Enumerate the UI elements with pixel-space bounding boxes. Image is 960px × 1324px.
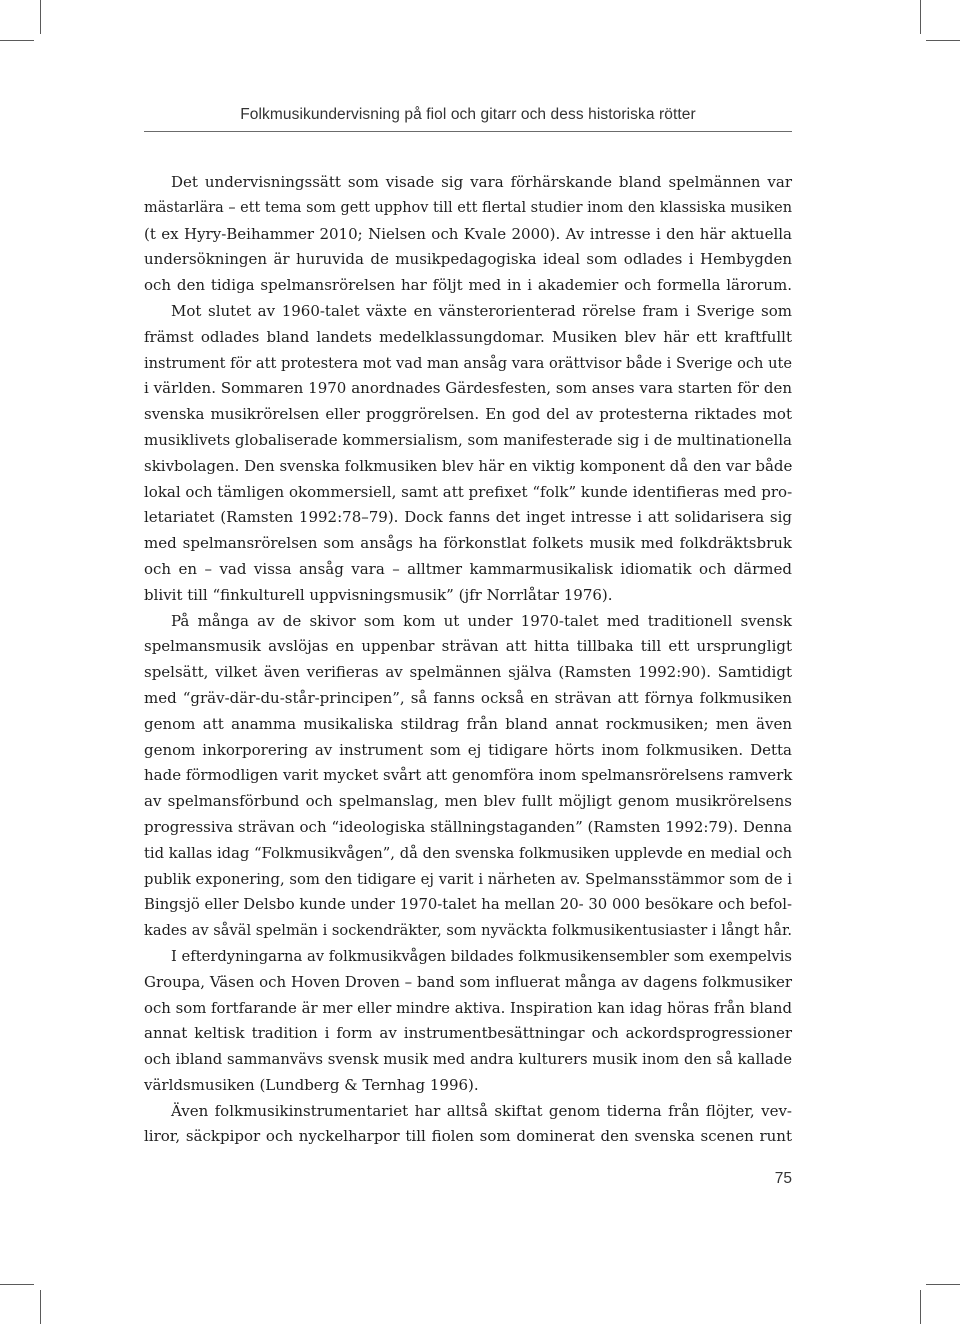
text-line: hade förmodligen varit mycket svårt att genomföra inom spelmansrörelsens ramverk [144, 766, 793, 785]
text-line: svenska musikrörelsen eller proggrörelsen. En god del av protesterna riktades mot [144, 405, 792, 424]
crop-mark-bottom-left-h [0, 1284, 34, 1285]
text-line: annat keltisk tradition i form av instrumentbesättningar och ackordsprogressioner [144, 1024, 792, 1043]
text-line: tid kallas idag “Folkmusikvågen”, då den svenska folkmusiken upplevde en medial och [144, 844, 792, 862]
text-line: spelsätt, vilket även verifieras av spelmännen själva (Ramsten 1992:90). Samtidigt [144, 663, 792, 682]
text-line: av spelmansförbund och spelmanslag, men blev fullt möjligt genom musikrörelsens [144, 792, 792, 811]
text-line: Det undervisningssätt som visade sig vara förhärskande bland spelmännen var [171, 173, 792, 191]
text-line: kades av såväl spelmän i sockendräkter, som nyväckta folkmusikentusiaster i långt hår. [144, 922, 793, 940]
paragraph-3 [144, 944, 792, 1099]
text-line: (t ex Hyry-Beihammer 2010; Nielsen och Kvale 2000). Av intresse i den här aktuella [144, 224, 792, 243]
body-text [144, 170, 792, 1150]
text-line: lokal och tämligen okommersiell, samt att prefixet “folk” kunde identifieras med pro- [144, 482, 793, 501]
text-line: Mot slutet av 1960-talet växte en vänsterorienterad rörelse fram i Sverige som [171, 301, 792, 320]
text-line: Även folkmusikinstrumentariet har alltså skiftat genom tiderna från flöjter, vev- [171, 1101, 792, 1120]
crop-mark-top-right-h [926, 40, 960, 41]
paragraph-1 [144, 170, 792, 609]
text-line: med “gräv-där-du-står-principen”, så fanns också en strävan att förnya folkmusiken [144, 688, 792, 707]
text-line: och en – vad vissa ansåg vara – alltmer kammarmusikalisk idiomatik och därmed [144, 559, 792, 578]
paragraph-2 [144, 609, 792, 944]
crop-mark-bottom-right-h [926, 1284, 960, 1285]
text-line: I efterdyningarna av folkmusikvågen bildades folkmusikensembler som exempelvis [171, 947, 792, 965]
page-number: 75 [774, 1170, 792, 1187]
text-line: spelmansmusik avslöjas en uppenbar strävan att hitta tillbaka till ett ursprungligt [144, 637, 792, 656]
text-line: undersökningen är huruvida de musikpedagogiska ideal som odlades i Hembygden [144, 250, 792, 269]
crop-mark-bottom-left [40, 1290, 41, 1324]
text-line: publik exponering, som den tidigare ej varit i närheten av. Spelmansstämmor som de i [144, 870, 792, 888]
crop-mark-bottom-right [920, 1290, 921, 1324]
text-line: Bingsjö eller Delsbo kunde under 1970-talet ha mellan 20- 30 000 besökare och befol- [144, 896, 792, 914]
text-line: med spelmansrörelsen som ansågs ha förkonstlat folkets musik med folkdräktsbruk [144, 534, 792, 553]
header-rule [144, 131, 792, 132]
text-line: och den tidiga spelmansrörelsen har följt med in i akademier och formella lärorum. [144, 276, 792, 295]
text-line: skivbolagen. Den svenska folkmusiken blev här en viktig komponent då den var både [144, 456, 793, 475]
text-line: mästarlära – ett tema som gett upphov till ett flertal studier inom den klassiska musiken [144, 199, 793, 216]
crop-mark-top-right [920, 0, 921, 34]
crop-mark-top-left-h [0, 40, 34, 41]
text-line: Groupa, Väsen och Hoven Droven – band som influerat många av dagens folkmusiker [144, 972, 792, 991]
text-line: instrument för att protestera mot vad man ansåg vara orättvisor både i Sverige och ute [144, 354, 792, 372]
text-line: världsmusiken (Lundberg & Ternhag 1996). [144, 1075, 479, 1094]
crop-mark-top-left [40, 0, 41, 34]
text-line: främst odlades bland landets medelklassungdomar. Musiken blev här ett kraftfullt [144, 327, 792, 346]
running-header: Folkmusikundervisning på fiol och gitarr och dess historiska rötter [240, 106, 696, 123]
text-line: genom att anamma musikaliska stildrag från bland annat rockmusiken; men även [144, 714, 792, 733]
text-line: På många av de skivor som kom ut under 1970-talet med traditionell svensk [171, 611, 792, 630]
text-line: letariatet (Ramsten 1992:78–79). Dock fanns det inget intresse i att solidarisera sig [144, 508, 792, 527]
paragraph-4 [144, 1099, 792, 1151]
text-line: blivit till “finkulturell uppvisningsmusik” (jfr Norrlåtar 1976). [144, 585, 613, 604]
text-line: progressiva strävan och “ideologiska ställningstaganden” (Ramsten 1992:79). Denna [144, 817, 793, 836]
text-line: genom inkorporering av instrument som ej tidigare hörts inom folkmusiken. Detta [144, 740, 792, 759]
text-line: musiklivets globaliserade kommersialism, som manifesterade sig i de multinationella [144, 430, 792, 449]
text-line: och som fortfarande är mer eller mindre aktiva. Inspiration kan idag höras från bland [144, 998, 792, 1017]
text-line: i världen. Sommaren 1970 anordnades Gärdesfesten, som anses vara starten för den [144, 379, 792, 398]
text-line: och ibland sammanvävs svensk musik med andra kulturers musik inom den så kallade [144, 1051, 792, 1069]
text-line: liror, säckpipor och nyckelharpor till fiolen som dominerat den svenska scenen runt [144, 1127, 792, 1146]
